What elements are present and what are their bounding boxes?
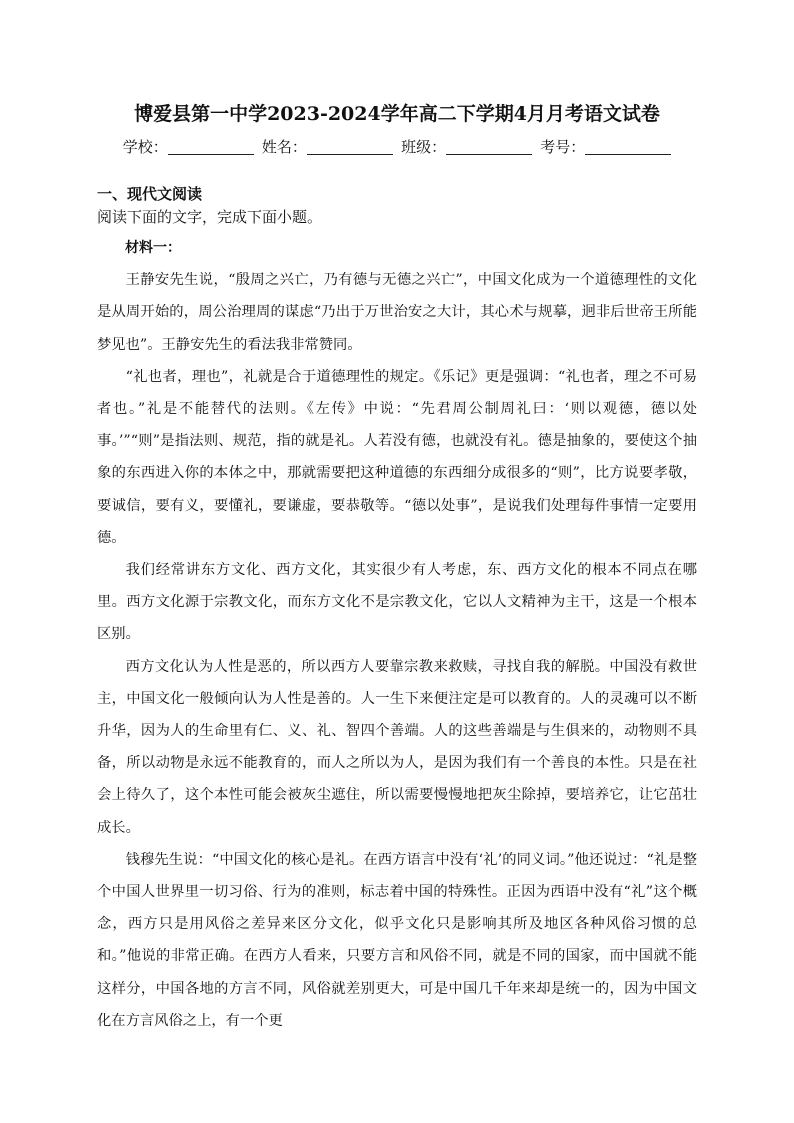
paragraph: 王静安先生说，“殷周之兴亡，乃有德与无德之兴亡”，中国文化成为一个道德理性的文化是从周开始的，周公治理周的谋虑“乃出于万世治安之大计，其心术与规摹，迥非后世帝王所能梦见也”。王静安先生的看法我非常赞同。 <box>97 272 697 353</box>
class-label: 班级： <box>401 139 447 156</box>
section-heading: 一、现代文阅读 <box>97 185 203 203</box>
paragraph: 西方文化认为人性是恶的，所以西方人要靠宗教来救赎，寻找自我的解脱。中国没有救世主，中国文化一般倾向认为人性是善的。人一生下来便注定是可以教育的。人的灵魂可以不断升华，因为人的生命里有仁、义、礼、智四个善端。人的这些善端是与生俱来的，动物则不具备，所以动物是永远不能教育的，而人之所以为人，是因为我们有一个善良的本性。只是在社会上待久了，这个本性可能会被灰尘遮住，所以需要慢慢地把灰尘除掉，要培养它，让它茁壮成长。 <box>97 658 697 836</box>
exam-number-field <box>540 136 671 157</box>
exam-number-label: 考号： <box>540 139 586 156</box>
school-label: 学校： <box>122 139 168 156</box>
section-instruction: 阅读下面的文字，完成下面小题。 <box>97 208 323 226</box>
paragraph: 我们经常讲东方文化、西方文化，其实很少有人考虑，东、西方文化的根本不同点在哪里。西方文化源于宗教文化，而东方文化不是宗教文化，它以人文精神为主干，这是一个根本区别。 <box>97 562 697 643</box>
paragraph: “礼也者，理也”，礼就是合于道德理性的规定。《乐记》更是强调：“礼也者，理之不可易者也。”礼是不能替代的法则。《左传》中说：“先君周公制周礼曰：‘则以观德，德以处事。’”“则”是指法则、规范，指的就是礼。人若没有德，也就没有礼。德是抽象的，要使这个抽象的东西进入你的本体之中，那就需要把这种道德的东西细分成很多的“则”，比方说要孝敬，要诚信，要有义，要懂礼，要谦虚，要恭敬等。“德以处事”，是说我们处理每件事情一定要用德。 <box>97 368 697 546</box>
class-blank <box>446 139 532 155</box>
reading-material <box>97 232 697 1037</box>
name-blank <box>307 139 393 155</box>
name-field <box>262 136 393 157</box>
exam-number-blank <box>585 139 671 155</box>
school-field <box>123 136 254 157</box>
material-label: 材料一： <box>125 240 181 256</box>
name-label: 姓名： <box>261 139 307 156</box>
student-info-line <box>0 136 794 157</box>
school-blank <box>168 139 254 155</box>
class-field <box>401 136 532 157</box>
paragraph: 钱穆先生说：“中国文化的核心是礼。在西方语言中没有‘礼’的同义词。”他还说过：“礼是整个中国人世界里一切习俗、行为的准则，标志着中国的特殊性。正因为西语中没有“礼”这个概念，西方只是用风俗之差异来区分文化，似乎文化只是影响其所及地区各种风俗习惯的总和。”他说的非常正确。在西方人看来，只要方言和风俗不同，就是不同的国家，而中国就不能这样分，中国各地的方言不同，风俗就差别更大，可是中国几千年来却是统一的，因为中国文化在方言风俗之上，有一个更 <box>97 851 697 1029</box>
exam-title: 博爱县第一中学2023-2024学年高二下学期4月月考语文试卷 <box>134 103 660 125</box>
